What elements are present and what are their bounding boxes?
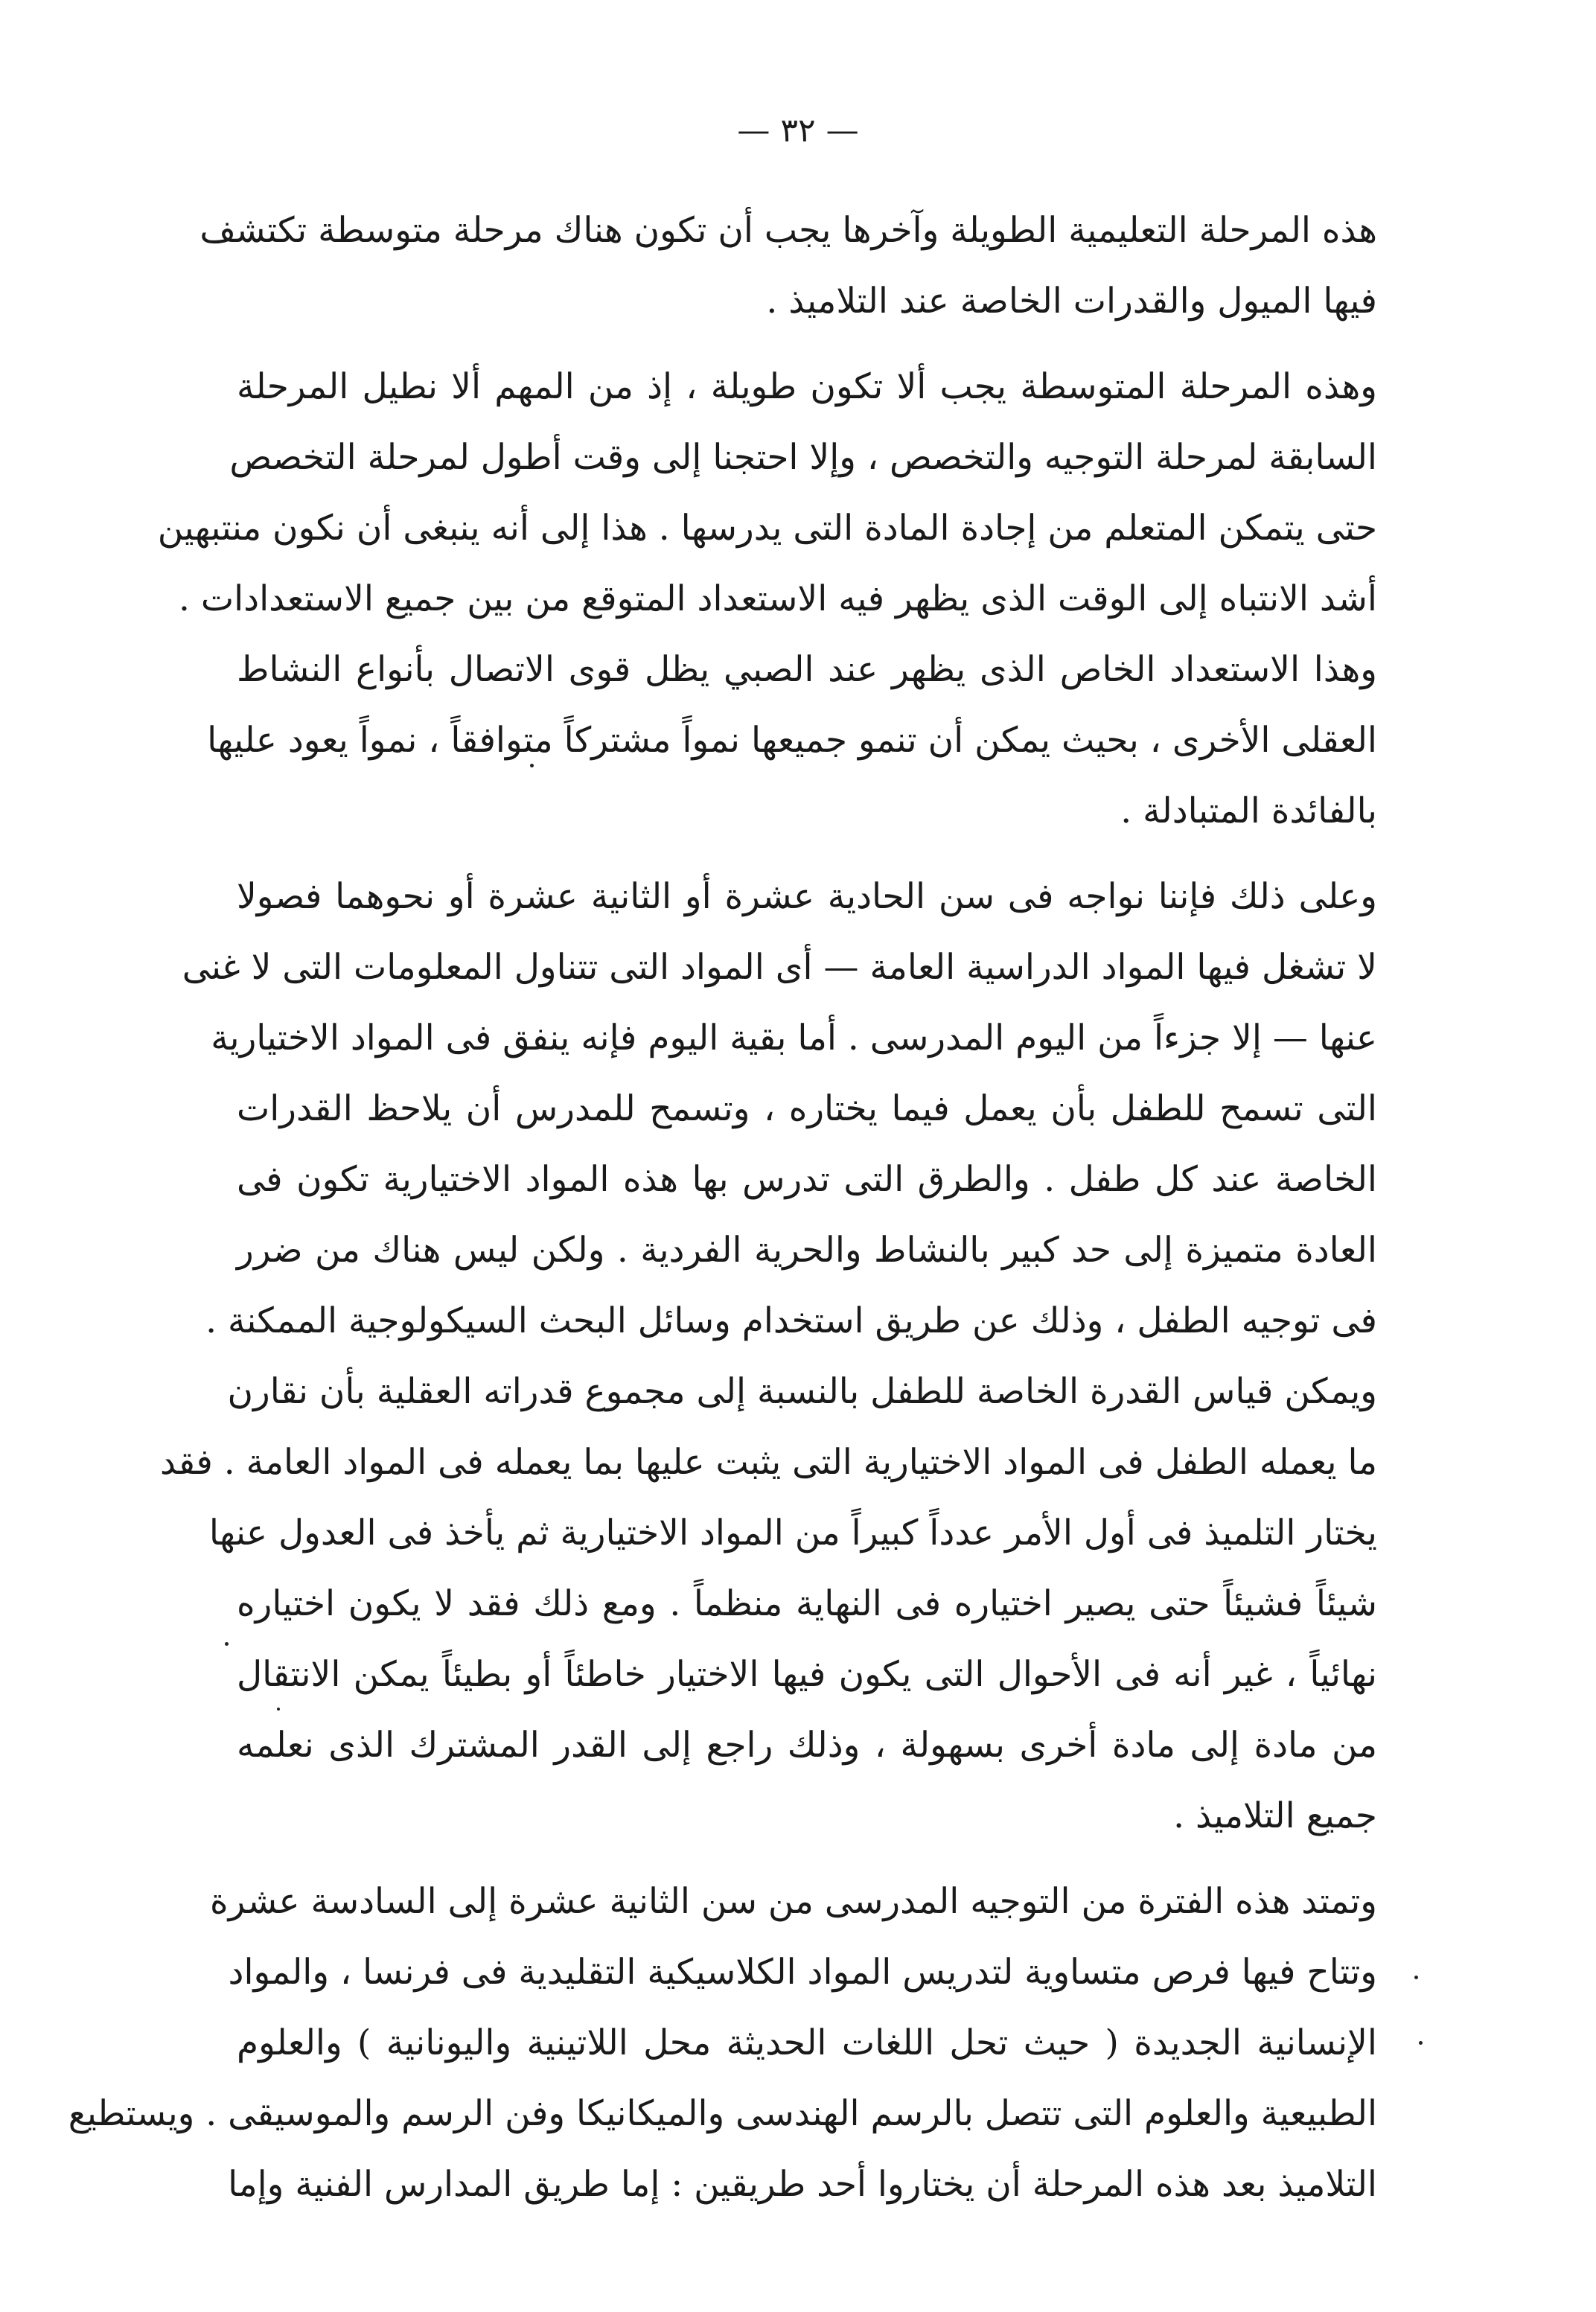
text-line: من مادة إلى مادة أخرى بسهولة ، وذلك راجع إلى القدر المشترك الذى نعلمه [237,1725,1377,1766]
text-line: التى تسمح للطفل بأن يعمل فيما يختاره ، وتسمح للمدرس أن يلاحظ القدرات [237,1088,1377,1129]
scan-speck [225,1642,229,1646]
text-line: وتتاح فيها فرص متساوية لتدريس المواد الكلاسيكية التقليدية فى فرنسا ، والمواد [228,1952,1377,1993]
text-line: وهذه المرحلة المتوسطة يجب ألا تكون طويلة ، إذ من المهم ألا نطيل المرحلة [237,366,1377,407]
page-number: — ٣٢ — [737,112,859,150]
paragraph-gap [237,846,1377,861]
paragraph [159,861,1377,1851]
paragraph [68,1866,1377,2220]
scan-speck [277,1708,280,1711]
text-line: أشد الانتباه إلى الوقت الذى يظهر فيه الاستعداد المتوقع من بين جميع الاستعدادات . [178,578,1377,619]
text-line: شيئاً فشيئاً حتى يصير اختياره فى النهاية منظماً . ومع ذلك فقد لا يكون اختياره [237,1583,1377,1624]
text-line: الطبيعية والعلوم التى تتصل بالرسم الهندسى والميكانيكا وفن الرسم والموسيقى . ويستطيع [68,2093,1377,2134]
text-line: ما يعمله الطفل فى المواد الاختيارية التى يثبت عليها بما يعمله فى المواد العامة . فقد [159,1442,1377,1483]
text-line: العقلى الأخرى ، بحيث يمكن أن تنمو جميعها نمواً مشتركاً متوافقاً ، نمواً يعود عليها [207,720,1377,761]
text-line: لا تشغل فيها المواد الدراسية العامة — أى المواد التى تتناول المعلومات التى لا غنى [182,947,1377,988]
text-line: بالفائدة المتبادلة . [1120,791,1377,831]
text-line: نهائياً ، غير أنه فى الأحوال التى يكون فيها الاختيار خاطئاً أو بطيئاً يمكن الانتقال [237,1654,1377,1695]
text-line: وتمتد هذه الفترة من التوجيه المدرسى من سن الثانية عشرة إلى السادسة عشرة [210,1881,1377,1922]
text-line: وهذا الاستعداد الخاص الذى يظهر عند الصبي يظل قوى الاتصال بأنواع النشاط [237,649,1377,690]
paragraph-gap [237,1851,1377,1866]
text-line: العادة متميزة إلى حد كبير بالنشاط والحرية الفردية . ولكن ليس هناك من ضرر [237,1230,1377,1271]
body-text [68,195,1377,2220]
text-line: يختار التلميذ فى أول الأمر عدداً كبيراً من المواد الاختيارية ثم يأخذ فى العدول عنها [208,1513,1377,1553]
scan-speck [1414,1976,1418,1979]
text-line: جميع التلاميذ . [1173,1795,1377,1836]
text-line: الخاصة عند كل طفل . والطرق التى تدرس بها هذه المواد الاختيارية تكون فى [237,1159,1377,1200]
text-line: فيها الميول والقدرات الخاصة عند التلاميذ . [766,281,1377,322]
paragraph [200,195,1377,336]
text-line: عنها — إلا جزءاً من اليوم المدرسى . أما بقية اليوم فإنه ينفق فى المواد الاختيارية [211,1018,1377,1058]
text-line: الإنسانية الجديدة ( حيث تحل اللغات الحديثة محل اللاتينية واليونانية ) والعلوم [237,2022,1377,2063]
text-line: التلاميذ بعد هذه المرحلة أن يختاروا أحد طريقين : إما طريق المدارس الفنية وإما [228,2164,1377,2205]
scan-speck [1419,2041,1423,2045]
text-line: وعلى ذلك فإننا نواجه فى سن الحادية عشرة أو الثانية عشرة أو نحوهما فصولا [237,876,1377,917]
text-line: هذه المرحلة التعليمية الطويلة وآخرها يجب أن تكون هناك مرحلة متوسطة تكتشف [200,210,1377,251]
text-line: ويمكن قياس القدرة الخاصة للطفل بالنسبة إلى مجموع قدراته العقلية بأن نقارن [227,1371,1377,1412]
text-line: السابقة لمرحلة التوجيه والتخصص ، وإلا احتجنا إلى وقت أطول لمرحلة التخصص [229,437,1377,478]
text-line: حتى يتمكن المتعلم من إجادة المادة التى يدرسها . هذا إلى أنه ينبغى أن نكون منتبهين [157,508,1377,549]
paragraph [157,351,1377,846]
paragraph-gap [237,336,1377,351]
text-line: فى توجيه الطفل ، وذلك عن طريق استخدام وسائل البحث السيكولوجية الممكنة . [205,1300,1377,1341]
scan-speck [530,764,534,767]
